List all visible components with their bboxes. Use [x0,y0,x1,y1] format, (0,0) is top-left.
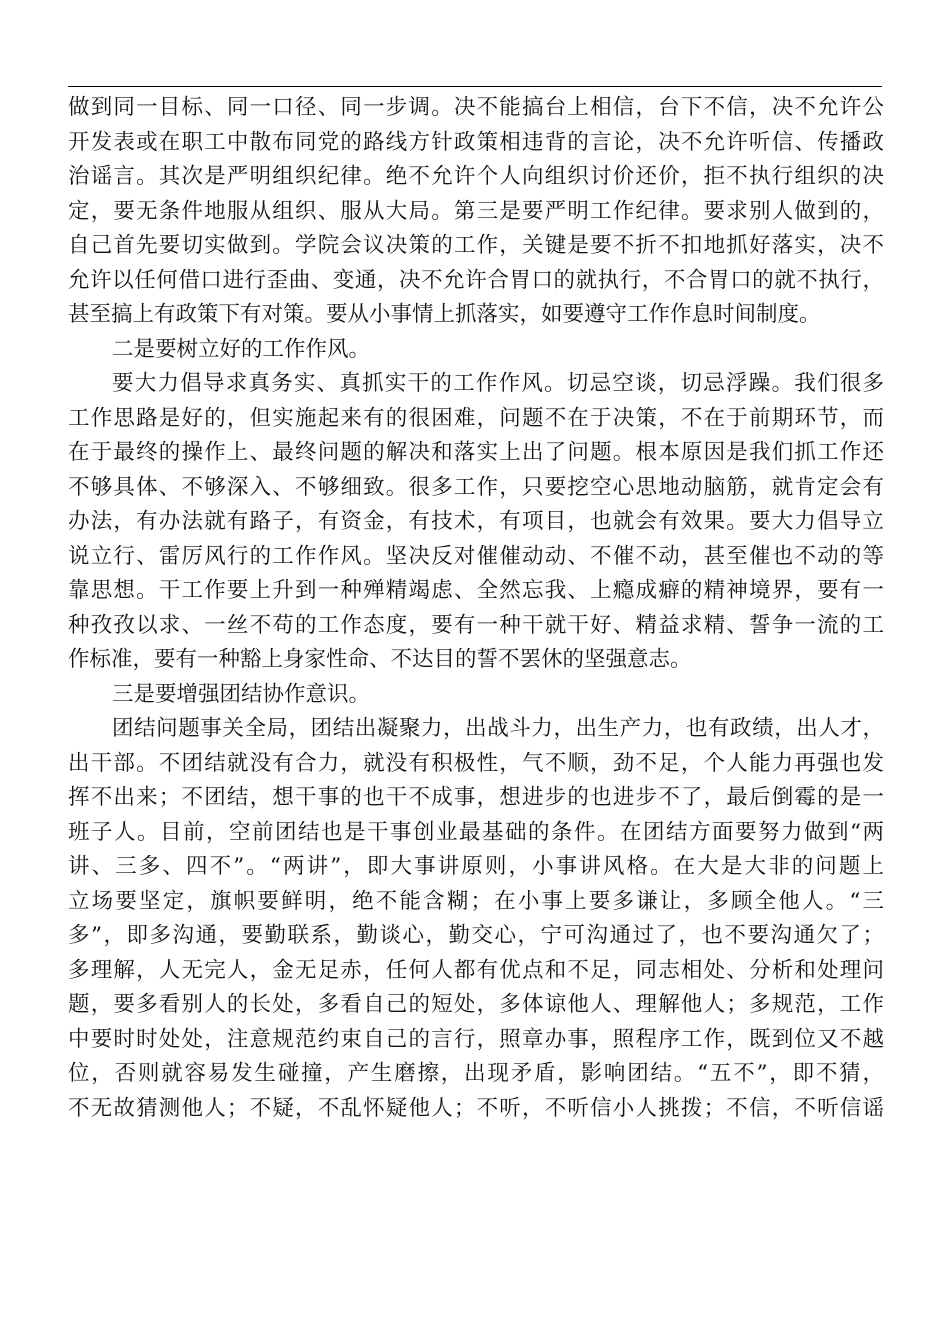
text-line: 位，否则就容易发生碰撞，产生磨擦，出现矛盾，影响团结。“五不”，即不猜， [68,1061,884,1086]
text-line: 题，要多看别人的长处，多看自己的短处，多体谅他人、理解他人；多规范，工作 [68,992,884,1017]
text-line: 定，要无条件地服从组织、服从大局。第三是要严明工作纪律。要求别人做到的， [68,198,884,224]
text-line: 治谣言。其次是严明组织纪律。绝不允许个人向组织讨价还价，拒不执行组织的决 [68,164,884,189]
text-line: 团结问题事关全局，团结出凝聚力，出战斗力，出生产力，也有政绩，出人才， [112,716,884,741]
text-line: 立场要坚定，旗帜要鲜明，绝不能含糊；在小事上要多谦让，多顾全他人。“三 [68,888,884,914]
text-line: 多理解，人无完人，金无足赤，任何人都有优点和不足，同志相处、分析和处理问 [68,957,884,983]
text-line: 做到同一目标、同一口径、同一步调。决不能搞台上相信，台下不信，决不允许公 [68,95,884,120]
text-line: 挥不出来；不团结，想干事的也干不成事，想进步的也进步不了，最后倒霉的是一 [68,785,884,810]
text-line: 三是要增强团结协作意识。 [112,681,371,707]
text-line: 不无故猜测他人；不疑，不乱怀疑他人；不听，不听信小人挑拨；不信，不听信谣 [68,1095,884,1121]
text-line: 说立行、雷厉风行的工作作风。坚决反对催催动动、不催不动，甚至催也不动的等 [68,543,884,569]
text-line: 班子人。目前，空前团结也是干事创业最基础的条件。在团结方面要努力做到“两 [68,819,884,845]
text-line: 二是要树立好的工作作风。 [112,336,371,362]
text-line: 出干部。不团结就没有合力，就没有积极性，气不顺，劲不足，个人能力再强也发 [68,750,884,776]
text-line: 不够具体、不够深入、不够细致。很多工作，只要挖空心思地动脑筋，就肯定会有 [68,474,884,500]
text-line: 种孜孜以求、一丝不苟的工作态度，要有一种干就干好、精益求精、誓争一流的工 [68,612,884,638]
text-line: 多”，即多沟通，要勤联系，勤谈心，勤交心，宁可沟通过了，也不要沟通欠了； [68,923,884,948]
text-line: 要大力倡导求真务实、真抓实干的工作作风。切忌空谈，切忌浮躁。我们很多 [112,371,884,396]
text-line: 甚至搞上有政策下有对策。要从小事情上抓落实，如要遵守工作作息时间制度。 [68,302,821,327]
text-line: 办法，有办法就有路子，有资金，有技术，有项目，也就会有效果。要大力倡导立 [68,509,884,534]
text-line: 自己首先要切实做到。学院会议决策的工作，关键是要不折不扣地抓好落实，决不 [68,233,884,258]
text-line: 在于最终的操作上、最终问题的解决和落实上出了问题。根本原因是我们抓工作还 [68,440,884,465]
header-rule [68,86,882,87]
text-line: 开发表或在职工中散布同党的路线方针政策相违背的言论，决不允许听信、传播政 [68,129,884,155]
document-body [68,91,884,1126]
text-line: 允许以任何借口进行歪曲、变通，决不允许合胃口的就执行，不合胃口的就不执行， [68,267,884,293]
text-line: 讲、三多、四不”。“两讲”，即大事讲原则，小事讲风格。在大是大非的问题上 [68,854,884,879]
text-line: 靠思想。干工作要上升到一种殚精竭虑、全然忘我、上瘾成癖的精神境界，要有一 [68,578,884,603]
text-line: 工作思路是好的，但实施起来有的很困难，问题不在于决策，不在于前期环节，而 [68,405,884,431]
text-line: 作标准，要有一种豁上身家性命、不达目的誓不罢休的坚强意志。 [68,647,692,672]
text-line: 中要时时处处，注意规范约束自己的言行，照章办事，照程序工作，既到位又不越 [68,1026,884,1052]
